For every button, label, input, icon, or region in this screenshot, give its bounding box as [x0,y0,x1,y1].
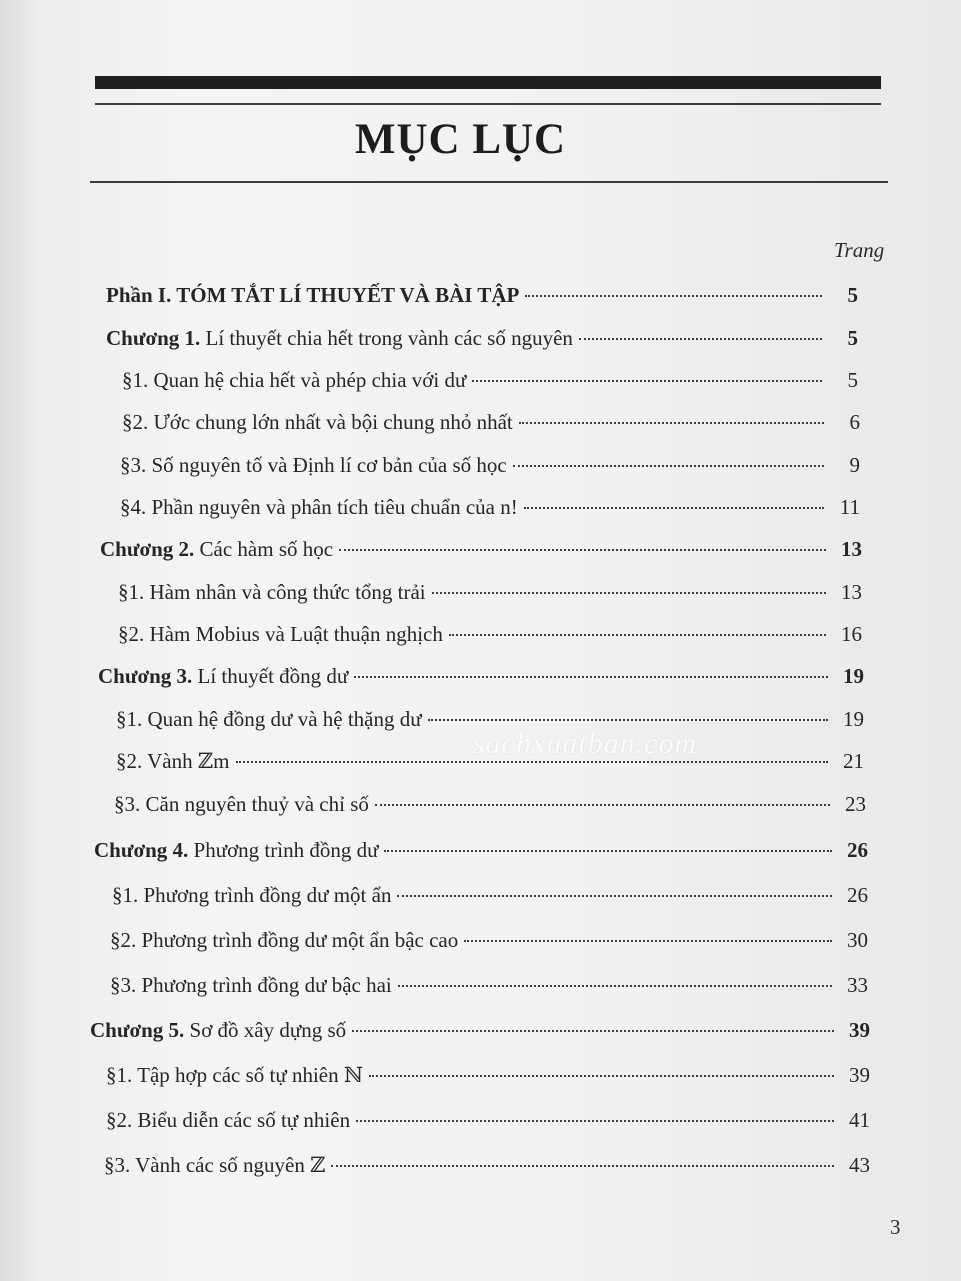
page-title: MỤC LỤC [354,116,567,163]
toc-entry-label: §1. Hàm nhân và công thức tổng trải [118,580,426,604]
toc-page-number: 5 [847,368,858,392]
chapter-prefix: Chương 3. [98,664,193,688]
toc-entry-chapter [94,836,868,864]
toc-page-number: 30 [847,928,868,952]
toc-entry-section [106,1106,870,1134]
toc-entry-section [114,790,866,818]
toc-entry-chapter [100,535,862,563]
chapter-title: Sơ đồ xây dựng số [184,1018,347,1042]
dot-leader [519,422,824,424]
toc-entry-label: §1. Phương trình đồng dư một ẩn [112,883,392,907]
toc-page-number: 39 [849,1018,870,1042]
toc-entry-label: §3. Phương trình đồng dư bậc hai [110,973,392,997]
dot-leader [464,940,832,942]
toc-entry-label [98,662,348,690]
dot-leader [397,895,832,897]
toc-entry-label: §3. Số nguyên tố và Định lí cơ bản của số học [120,453,507,477]
chapter-prefix: Chương 1. [106,326,201,350]
dot-leader [398,985,832,987]
toc-entry-section [106,1061,870,1089]
toc-page-number: 13 [841,537,862,561]
dot-leader [432,592,826,594]
dot-leader [339,549,826,551]
toc-entry-section [118,578,862,606]
toc-entry-section [112,881,868,909]
toc-entry-section [110,926,868,954]
toc-entry-label: §1. Quan hệ đồng dư và hệ thặng dư [116,707,422,731]
toc-entry-label: §1. Tập hợp các số tự nhiên ℕ [106,1063,364,1087]
dot-leader [449,634,826,636]
toc-entry-label: §3. Căn nguyên thuỷ và chỉ số [114,792,369,816]
top-thin-rule [95,103,881,105]
dot-leader [331,1165,834,1167]
toc-entry-label: §2. Hàm Mobius và Luật thuận nghịch [118,622,443,646]
top-thick-rule [95,76,881,89]
chapter-title: Phương trình đồng dư [188,838,379,862]
toc-page-number: 39 [849,1063,870,1087]
toc-page-number: 16 [841,622,862,646]
toc-entry-section [122,408,860,436]
page-column-header: Trang [834,238,885,262]
toc-entry-label [100,535,333,563]
toc-page-number: 41 [849,1108,870,1132]
toc-entry-section [120,451,860,479]
dot-leader [356,1120,834,1122]
toc-page-number: 26 [847,838,868,862]
dot-leader [369,1075,834,1077]
chapter-prefix: Chương 4. [94,838,189,862]
chapter-title: Lí thuyết chia hết trong vành các số nguyên [200,326,573,350]
toc-entry-label: §3. Vành các số nguyên ℤ [104,1153,326,1177]
toc-entry-chapter [98,662,864,690]
toc-entry-section [120,493,860,521]
toc-page-number: 19 [843,707,864,731]
dot-leader [579,338,822,340]
toc-entry-label: Phần I. TÓM TẮT LÍ THUYẾT VÀ BÀI TẬP [106,283,520,307]
toc-entry-chapter [106,324,858,352]
toc-entry-part [106,281,858,309]
toc-page-number: 11 [839,495,860,519]
toc-entry-label: §2. Biểu diễn các số tự nhiên [106,1108,351,1132]
chapter-prefix: Chương 2. [100,537,195,561]
toc-entry-label: §2. Vành ℤm [116,749,230,773]
title-bottom-rule [90,181,888,183]
chapter-title: Các hàm số học [194,537,334,561]
toc-entry-label: §1. Quan hệ chia hết và phép chia với dư [122,368,467,392]
toc-entry-label [106,324,573,352]
dot-leader [524,507,824,509]
toc-entry-label: §2. Ước chung lớn nhất và bội chung nhỏ nhất [122,410,513,434]
toc-entry-label [90,1016,346,1044]
dot-leader [384,850,832,852]
dot-leader [236,761,828,763]
dot-leader [472,380,822,382]
toc-entry-section [118,620,862,648]
toc-page-number: 5 [847,283,858,307]
dot-leader [428,719,828,721]
toc-entry-section [110,971,868,999]
toc-page-number: 26 [847,883,868,907]
toc-entry-section [104,1151,870,1179]
page-number: 3 [890,1215,901,1239]
toc-entry-section [122,366,858,394]
watermark: sachxuatban.com [473,727,698,760]
toc-page-number: 5 [847,326,858,350]
toc-entry-chapter [90,1016,870,1044]
dot-leader [525,295,822,297]
toc-entry-label: §2. Phương trình đồng dư một ẩn bậc cao [110,928,459,952]
toc-page-number: 6 [849,410,860,434]
toc-page-number: 33 [847,973,868,997]
dot-leader [354,676,828,678]
toc-page-number: 21 [843,749,864,773]
toc-page-number: 43 [849,1153,870,1177]
chapter-title: Lí thuyết đồng dư [192,664,349,688]
dot-leader [513,465,824,467]
chapter-prefix: Chương 5. [90,1018,185,1042]
toc-entry-label: §4. Phần nguyên và phân tích tiêu chuẩn của n! [120,495,518,519]
dot-leader [352,1030,834,1032]
toc-page-number: 19 [843,664,864,688]
dot-leader [375,804,830,806]
toc-entry-label [94,836,378,864]
bleed-through-text [130,40,139,78]
toc-page-number: 9 [849,453,860,477]
toc-page-number: 23 [845,792,866,816]
toc-page-number: 13 [841,580,862,604]
